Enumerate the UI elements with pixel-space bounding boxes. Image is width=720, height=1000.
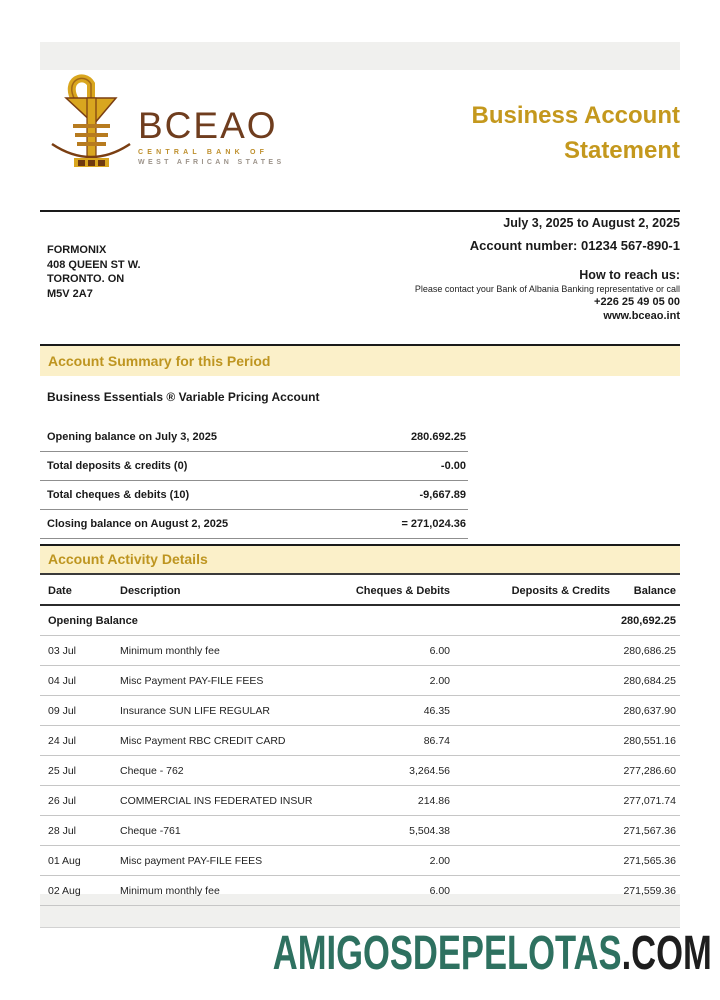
- column-header-cheques-debits: Cheques & Debits: [355, 584, 450, 597]
- cell-description: Cheque -761: [120, 824, 181, 837]
- cell-debit: 6.00: [429, 644, 450, 657]
- table-row: [40, 666, 680, 696]
- product-name: Business Essentials ® Variable Pricing Account: [47, 390, 320, 404]
- table-row: [40, 696, 680, 726]
- table-row: [40, 636, 680, 666]
- table-row: [40, 726, 680, 756]
- cell-description: COMMERCIAL INS FEDERATED INSUR: [120, 794, 313, 807]
- recipient-line: FORMONIX: [47, 244, 107, 256]
- table-row: [40, 876, 680, 906]
- cell-date: 26 Jul: [48, 794, 77, 807]
- summary-row-value: -9,667.89: [419, 489, 466, 501]
- activity-section-header: Account Activity Details: [40, 546, 680, 575]
- statement-period: July 3, 2025 to August 2, 2025: [503, 216, 680, 230]
- opening-balance-row: [40, 606, 680, 636]
- summary-row-label: Total deposits & credits (0): [47, 460, 188, 472]
- summary-row-label: Opening balance on July 3, 2025: [47, 431, 217, 443]
- cell-balance: 277,286.60: [623, 764, 676, 777]
- opening-balance-value: 280,692.25: [620, 614, 676, 627]
- column-header-balance: Balance: [633, 584, 676, 597]
- contact-block: [415, 268, 680, 322]
- cell-description: Minimum monthly fee: [120, 884, 220, 897]
- table-row: [40, 786, 680, 816]
- cell-balance: 280,684.25: [623, 674, 676, 687]
- column-header-date: Date: [48, 584, 72, 597]
- recipient-line: M5V 2A7: [47, 287, 93, 300]
- table-row: [40, 846, 680, 876]
- table-row: [40, 756, 680, 786]
- summary-section-header: Account Summary for this Period: [40, 346, 680, 376]
- contact-phone: +226 25 49 05 00: [594, 296, 680, 308]
- cell-debit: 86.74: [423, 734, 450, 747]
- cell-balance: 280,686.25: [623, 644, 676, 657]
- watermark: [273, 926, 712, 981]
- recipient-line: 408 QUEEN ST W.: [47, 258, 141, 271]
- opening-balance-label: Opening Balance: [48, 614, 138, 627]
- column-header-deposits-credits: Deposits & Credits: [511, 584, 610, 597]
- summary-row-value: 280.692.25: [410, 431, 466, 443]
- cell-balance: 271,567.36: [623, 824, 676, 837]
- cell-debit: 2.00: [429, 674, 450, 687]
- contact-heading: How to reach us:: [579, 268, 680, 282]
- cell-description: Misc Payment PAY-FILE FEES: [120, 674, 264, 687]
- brand-tagline-1: CENTRAL BANK OF: [138, 149, 269, 156]
- recipient-line: TORONTO. ON: [47, 273, 125, 285]
- recipient-address: [47, 243, 141, 301]
- cell-date: 01 Aug: [48, 854, 81, 867]
- contact-website: www.bceao.int: [603, 310, 680, 322]
- summary-row: [40, 452, 468, 481]
- header-divider: [40, 210, 680, 212]
- summary-row-label: Total cheques & debits (10): [47, 489, 190, 501]
- cell-debit: 3,264.56: [409, 764, 450, 777]
- cell-description: Insurance SUN LIFE REGULAR: [120, 704, 270, 717]
- cell-debit: 214.86: [417, 794, 450, 807]
- page-title-line-1: Business Account: [471, 102, 680, 129]
- summary-row-label: Closing balance on August 2, 2025: [47, 518, 229, 530]
- summary-row: [40, 481, 468, 510]
- cell-balance: 271,559.36: [623, 884, 676, 897]
- cell-description: Cheque - 762: [120, 764, 184, 777]
- cell-date: 04 Jul: [48, 674, 77, 687]
- summary-row-value: -0.00: [440, 460, 466, 472]
- cell-balance: 277,071.74: [623, 794, 676, 807]
- activity-rows-container: [40, 636, 680, 906]
- column-header-description: Description: [120, 584, 181, 597]
- cell-balance: 280,551.16: [623, 734, 676, 747]
- summary-row: [40, 510, 468, 539]
- page-title: [350, 98, 680, 168]
- cell-balance: 280,637.90: [623, 704, 676, 717]
- brand-block: [138, 106, 285, 166]
- cell-debit: 5,504.38: [409, 824, 450, 837]
- account-number: Account number: 01234 567-890-1: [469, 238, 680, 253]
- cell-debit: 2.00: [429, 854, 450, 867]
- contact-note: Please contact your Bank of Albania Banking representative or call: [414, 284, 680, 294]
- sheet-top-strip: [40, 42, 680, 70]
- summary-row: [40, 423, 468, 452]
- cell-debit: 46.35: [423, 704, 450, 717]
- summary-row-value: = 271,024.36: [401, 518, 466, 530]
- activity-table: [40, 577, 680, 906]
- watermark-main: AMIGOSDEPELOTAS: [272, 927, 622, 980]
- cell-description: Misc Payment RBC CREDIT CARD: [120, 734, 286, 747]
- brand-name: BCEAO: [138, 105, 278, 146]
- activity-header-row: [40, 577, 680, 606]
- summary-table: [40, 423, 468, 539]
- cell-description: Minimum monthly fee: [120, 644, 220, 657]
- cell-date: 09 Jul: [48, 704, 77, 717]
- cell-date: 28 Jul: [48, 824, 77, 837]
- cell-balance: 271,565.36: [623, 854, 676, 867]
- cell-description: Misc payment PAY-FILE FEES: [120, 854, 263, 867]
- watermark-suffix: .COM: [621, 927, 712, 980]
- bceao-emblem-logo-icon: [44, 74, 136, 174]
- cell-date: 25 Jul: [48, 764, 77, 777]
- cell-date: 03 Jul: [48, 644, 77, 657]
- page-title-line-2: Statement: [563, 137, 680, 164]
- cell-debit: 6.00: [429, 884, 450, 897]
- table-row: [40, 816, 680, 846]
- cell-date: 02 Aug: [48, 884, 81, 897]
- cell-date: 24 Jul: [48, 734, 77, 747]
- brand-tagline-2: WEST AFRICAN STATES: [138, 159, 285, 166]
